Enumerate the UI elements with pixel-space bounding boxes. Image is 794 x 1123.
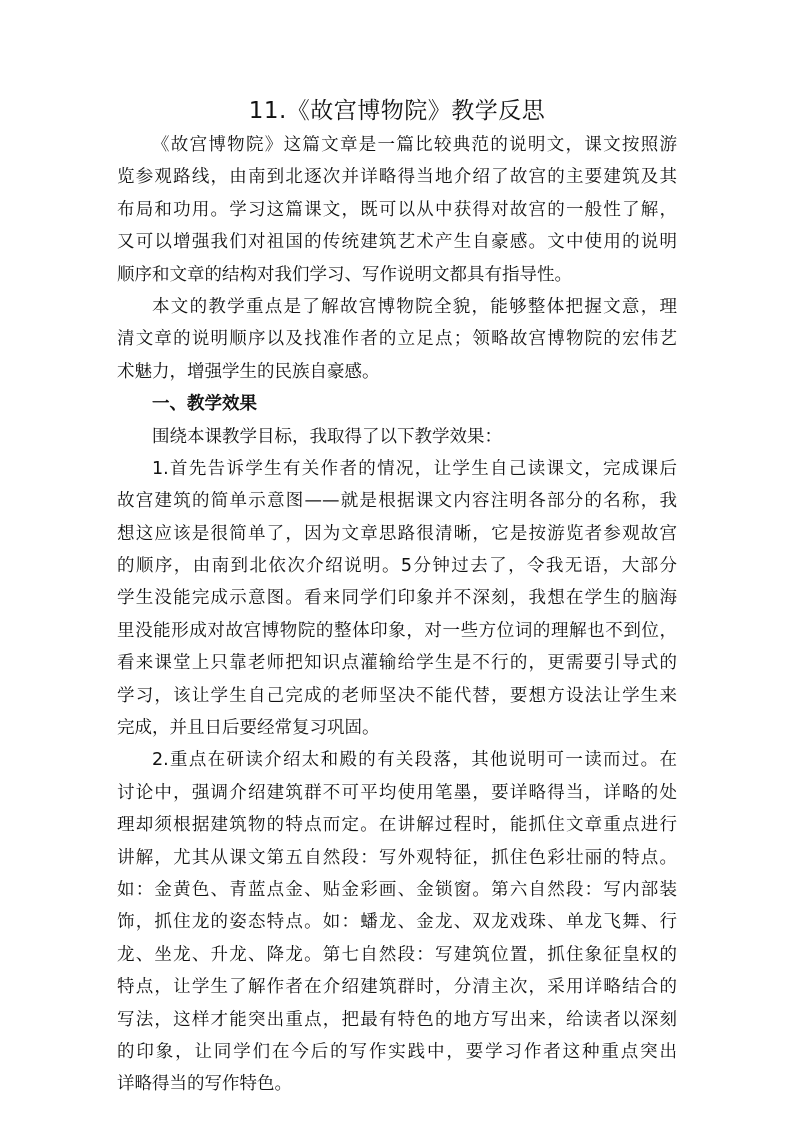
- text-line: 写法，这样才能突出重点，把最有特色的地方写出来，给读者以深刻: [117, 1009, 677, 1030]
- text-line: 想这应该是很简单了，因为文章思路很清晰，它是按游览者参观故宫: [117, 523, 677, 544]
- text-line: 顺序和文章的结构对我们学习、写作说明文都具有指导性。: [117, 264, 572, 285]
- text-line: 本文的教学重点是了解故宫博物院全貌，能够整体把握文意，理: [152, 296, 677, 317]
- text-line: 故宫建筑的简单示意图——就是根据课文内容注明各部分的名称，我: [117, 491, 677, 512]
- text-line: 详略得当的写作特色。: [117, 1074, 292, 1095]
- text-line: 又可以增强我们对祖国的传统建筑艺术产生自豪感。文中使用的说明: [117, 232, 677, 253]
- text-line: 讲解，尤其从课文第五自然段：写外观特征，抓住色彩壮丽的特点。: [117, 847, 677, 868]
- text-line: 如：金黄色、青蓝点金、贴金彩画、金锁窗。第六自然段：写内部装: [117, 879, 677, 900]
- text-line: 围绕本课教学目标，我取得了以下教学效果：: [152, 426, 502, 447]
- text-line: 完成，并且日后要经常复习巩固。: [117, 718, 380, 739]
- text-line: 览参观路线，由南到北逐次并详略得当地介绍了故宫的主要建筑及其: [117, 167, 677, 188]
- text-line: 学生没能完成示意图。看来同学们印象并不深刻，我想在学生的脑海: [117, 588, 677, 609]
- text-line: 学习，该让学生自己完成的老师坚决不能代替，要想方设法让学生来: [117, 685, 677, 706]
- text-line: 术魅力，增强学生的民族自豪感。: [117, 361, 380, 382]
- text-line: 2.重点在研读介绍太和殿的有关段落，其他说明可一读而过。在: [152, 750, 677, 771]
- text-line: 清文章的说明顺序以及找准作者的立足点；领略故宫博物院的宏伟艺: [117, 329, 677, 350]
- text-line: 1.首先告诉学生有关作者的情况，让学生自己读课文，完成课后: [152, 458, 677, 479]
- document-body: [117, 129, 677, 1101]
- text-line: 的印象，让同学们在今后的写作实践中，要学习作者这种重点突出: [117, 1041, 677, 1062]
- text-line: 看来课堂上只靠老师把知识点灌输给学生是不行的，更需要引导式的: [117, 653, 677, 674]
- text-line: 布局和功用。学习这篇课文，既可以从中获得对故宫的一般性了解，: [117, 199, 677, 220]
- text-line: 理却须根据建筑物的特点而定。在讲解过程时，能抓住文章重点进行: [117, 815, 677, 836]
- text-line: 里没能形成对故宫博物院的整体印象，对一些方位词的理解也不到位，: [117, 620, 677, 641]
- text-line: 饰，抓住龙的姿态特点。如：蟠龙、金龙、双龙戏珠、单龙飞舞、行: [117, 912, 677, 933]
- text-line: 《故宫博物院》这篇文章是一篇比较典范的说明文，课文按照游: [152, 135, 677, 155]
- text-line: 讨论中，强调介绍建筑群不可平均使用笔墨，要详略得当，详略的处: [117, 782, 677, 803]
- text-line: 龙、坐龙、升龙、降龙。第七自然段：写建筑位置，抓住象征皇权的: [117, 944, 677, 965]
- page-title: 11.《故宫博物院》教学反思: [248, 98, 546, 124]
- text-line: 的顺序，由南到北依次介绍说明。5分钟过去了，令我无语，大部分: [117, 556, 677, 577]
- section-heading: 一、教学效果: [152, 394, 257, 415]
- text-line: 特点，让学生了解作者在介绍建筑群时，分清主次，采用详略结合的: [117, 977, 677, 998]
